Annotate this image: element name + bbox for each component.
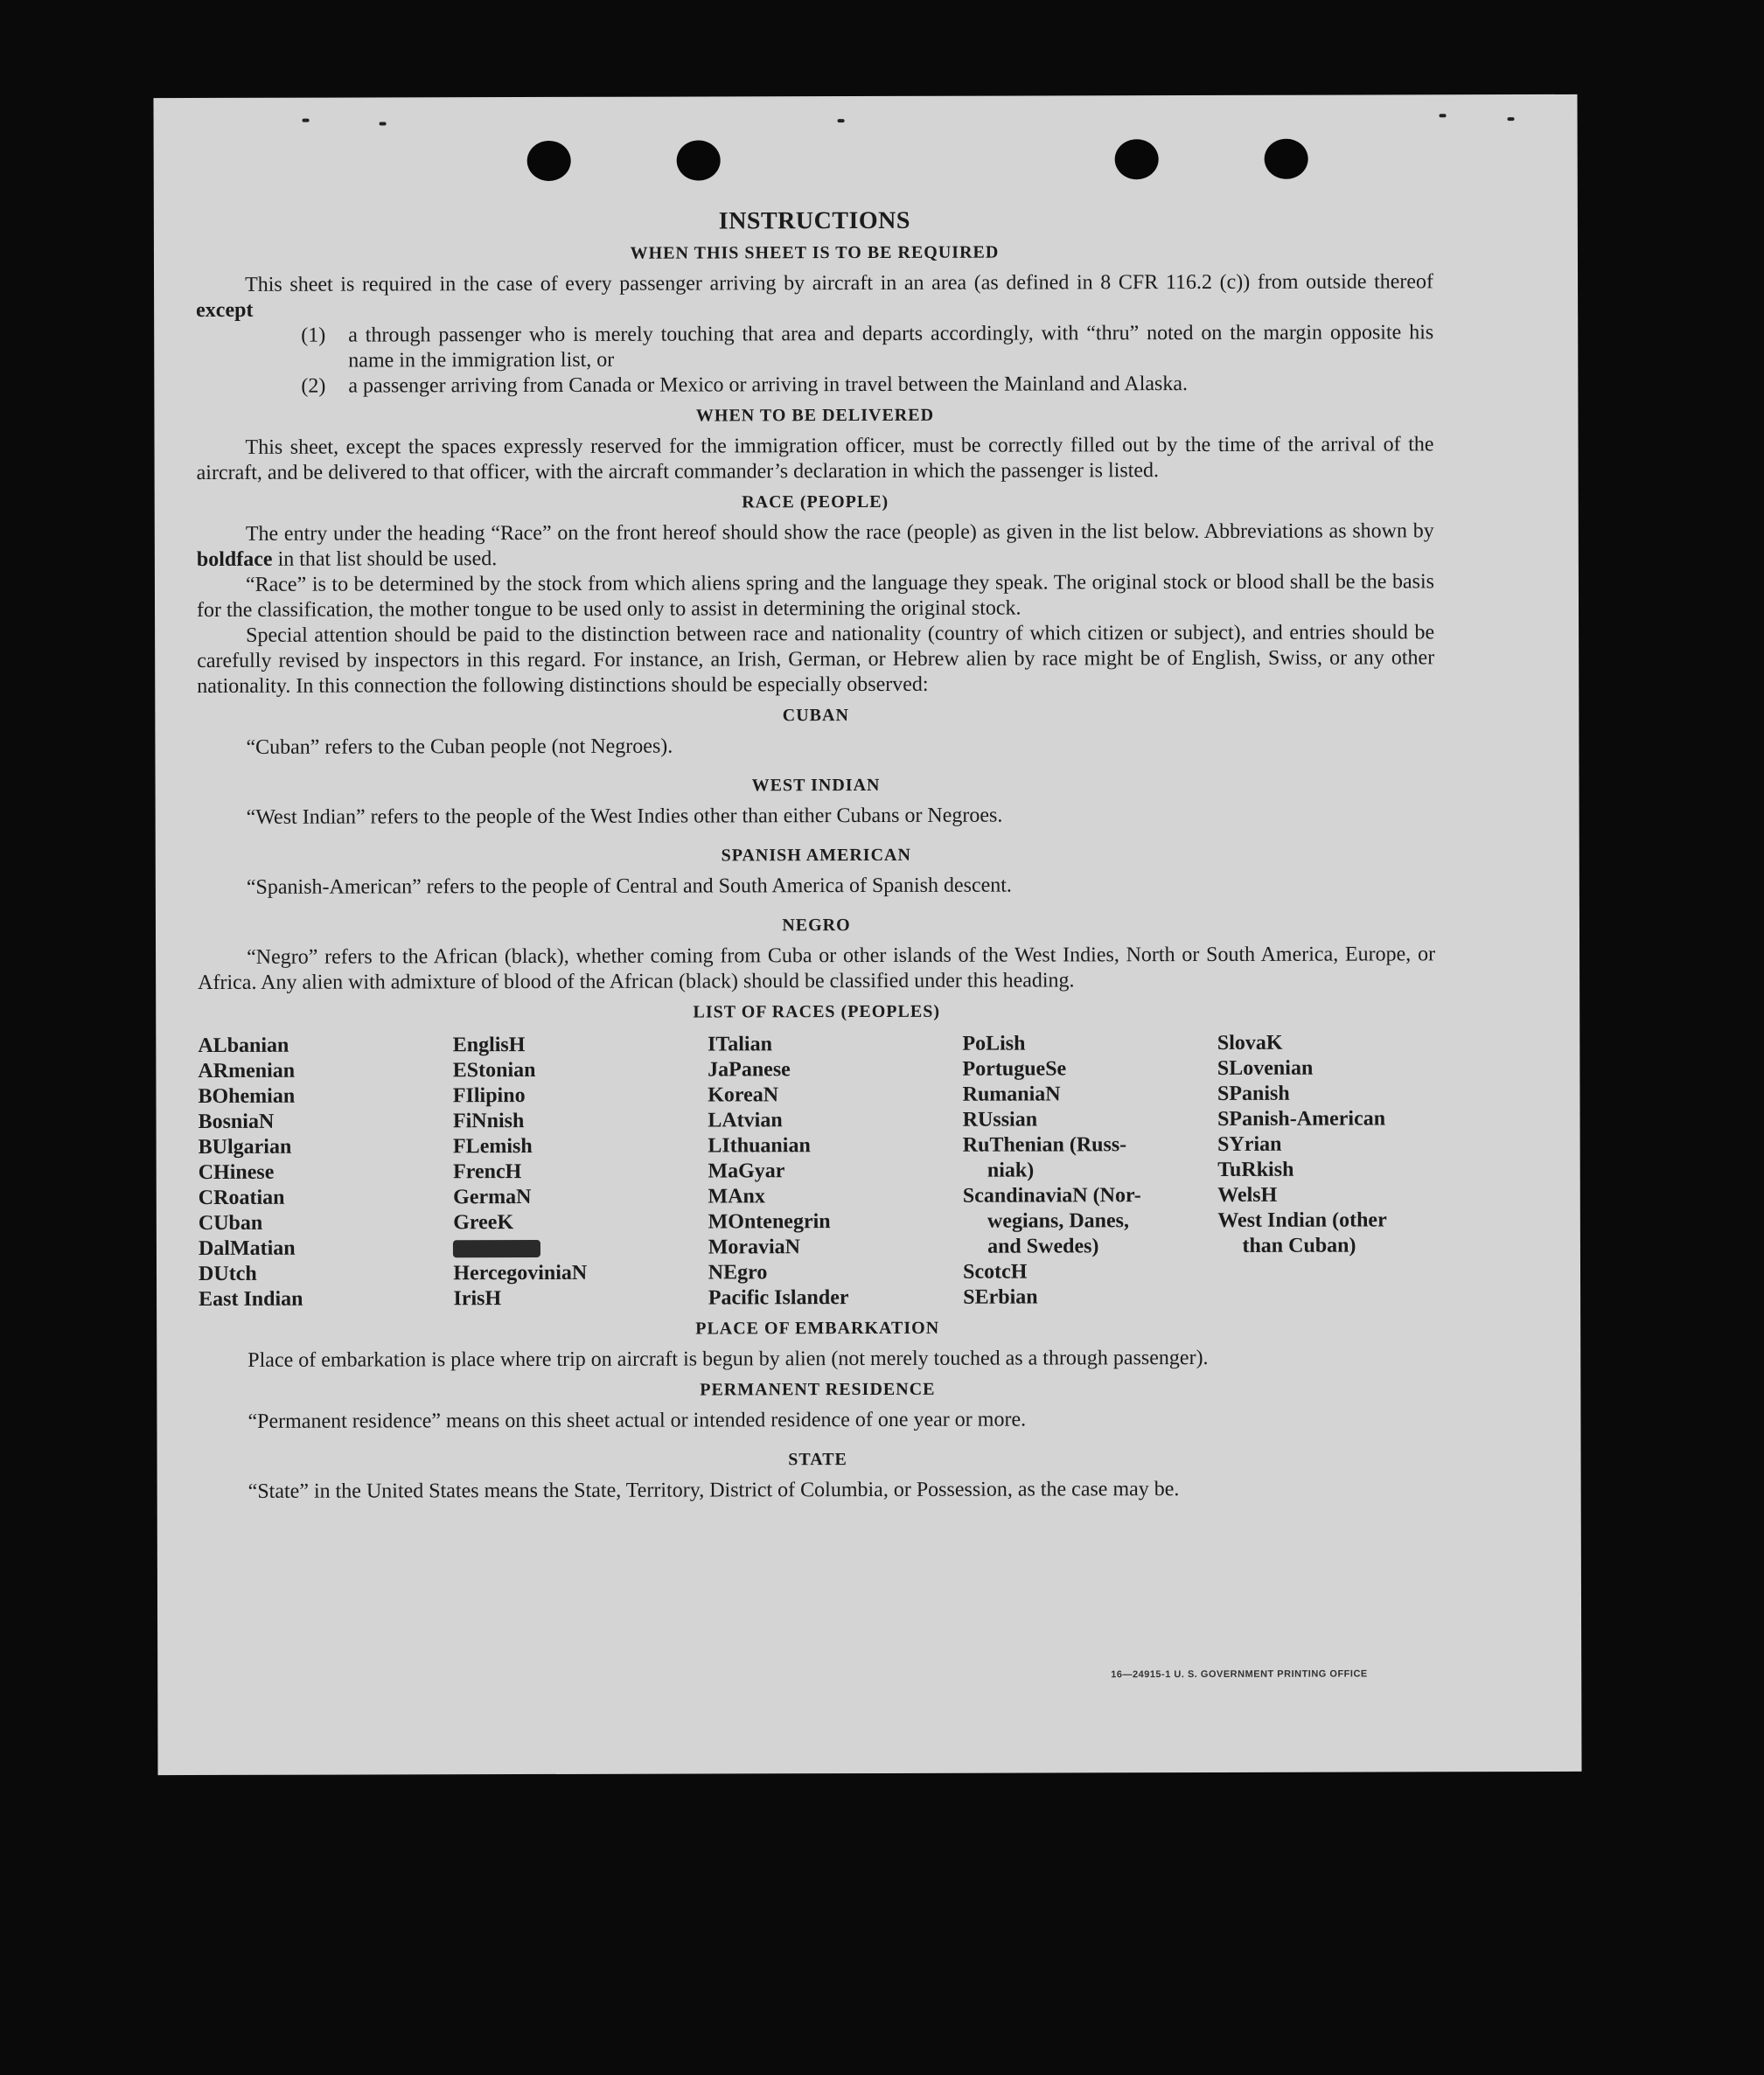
paragraph: Place of embarkation is place where trip on aircraft is begun by alien (not merely touched as a through passenger). xyxy=(248,1346,1209,1372)
race-entry: DUtch xyxy=(198,1262,257,1286)
race-entry: MoraviaN xyxy=(708,1236,801,1259)
item-number: (1) xyxy=(301,324,326,347)
redacted-entry xyxy=(453,1235,708,1261)
race-entry-continued: wegians, Danes, xyxy=(987,1209,1130,1233)
race-column xyxy=(1217,1030,1436,1310)
list-item xyxy=(196,320,1433,374)
section-heading: SPANISH AMERICAN xyxy=(721,845,911,866)
race-entry: FrencH xyxy=(453,1160,522,1184)
section-heading: NEGRO xyxy=(782,916,851,936)
section-heading: WEST INDIAN xyxy=(751,775,881,796)
race-entry: TuRkish xyxy=(1217,1158,1294,1181)
race-entry: PortugueSe xyxy=(962,1057,1067,1081)
section-heading: STATE xyxy=(788,1450,847,1470)
race-entry: CHinese xyxy=(198,1160,275,1185)
list-item xyxy=(196,371,1433,400)
item-number: (2) xyxy=(301,374,326,398)
race-entry: WelsH xyxy=(1217,1183,1278,1207)
race-entry: CRoatian xyxy=(198,1186,285,1210)
punch-hole xyxy=(677,140,721,180)
race-entry: LAtvian xyxy=(708,1109,783,1132)
race-entry: BUlgarian xyxy=(198,1135,292,1159)
race-entry: RUssian xyxy=(962,1108,1038,1132)
paragraph: “State” in the United States means the State, Territory, District of Columbia, or Possession, as the case may be. xyxy=(248,1478,1180,1503)
race-entry: SPanish-American xyxy=(1217,1107,1386,1131)
race-entry: SlovaK xyxy=(1217,1031,1283,1055)
section-heading: WHEN THIS SHEET IS TO BE REQUIRED xyxy=(630,242,1000,263)
race-entry-continued: than Cuban) xyxy=(1242,1234,1356,1257)
instructions-content xyxy=(196,206,1437,1505)
race-entry: MOntenegrin xyxy=(708,1210,831,1234)
race-entry: SLovenian xyxy=(1217,1056,1314,1080)
section-heading: LIST OF RACES (PEOPLES) xyxy=(693,1001,941,1022)
section-heading: CUBAN xyxy=(782,706,849,726)
paragraph: Special attention should be paid to the distinction between race and nationality (country of which citizen or subject), and entries should be carefully revised by inspectors in this regard. For instance, an Irish, German, or Hebrew alien by race might be of English, Swiss, or any other nationality. In this connection the following distinctions should be especially observed: xyxy=(197,621,1435,699)
punch-hole xyxy=(527,141,571,181)
race-entry: DalMatian xyxy=(198,1236,296,1261)
speck xyxy=(1440,114,1447,117)
race-list xyxy=(198,1030,1436,1313)
race-entry: LIthuanian xyxy=(708,1134,811,1158)
punch-hole xyxy=(1265,139,1308,179)
race-entry: JaPanese xyxy=(708,1058,791,1082)
race-column xyxy=(962,1031,1217,1311)
race-entry: IrisH xyxy=(453,1287,502,1311)
race-entry: SErbian xyxy=(963,1285,1038,1309)
printing-office-code: 16—24915-1 U. S. GOVERNMENT PRINTING OFFICE xyxy=(1111,1668,1368,1681)
speck xyxy=(838,119,845,122)
race-entry: BosniaN xyxy=(198,1110,275,1134)
section-heading: PERMANENT RESIDENCE xyxy=(700,1379,936,1400)
speck xyxy=(1508,117,1515,121)
page-title: INSTRUCTIONS xyxy=(718,206,910,235)
punch-hole xyxy=(1115,139,1159,179)
speck xyxy=(303,119,310,122)
race-entry: West Indian (other xyxy=(1217,1208,1387,1232)
race-entry: MAnx xyxy=(708,1185,765,1208)
race-entry: EStonian xyxy=(452,1058,536,1083)
race-entry: RumaniaN xyxy=(962,1083,1061,1106)
race-entry: HercegoviniaN xyxy=(453,1261,588,1285)
race-entry: BOhemian xyxy=(198,1084,296,1109)
race-entry: CUban xyxy=(198,1211,263,1236)
race-entry: SPanish xyxy=(1217,1082,1290,1105)
race-entry: Pacific Islander xyxy=(708,1286,849,1310)
item-text: a through passenger who is merely touching that area and departs accordingly, with “thru” noted on the margin opposite his name in the immigration list, or xyxy=(348,321,1434,373)
race-column xyxy=(453,1032,708,1312)
paragraph: “Spanish-American” refers to the people of Central and South America of Spanish descent. xyxy=(246,874,1012,899)
paragraph: This sheet, except the spaces expressly reserved for the immigration officer, must be correctly filled out by the time of the arrival of the aircraft, and be delivered to that officer, with the aircraft commander’s declaration in which the passenger is listed. xyxy=(196,433,1434,485)
document-sheet xyxy=(153,94,1581,1775)
paragraph: This sheet is required in the case of every passenger arriving by aircraft in an area (as defined in 8 CFR 116.2 (c)) from outside thereof except xyxy=(196,270,1434,323)
race-entry: EnglisH xyxy=(452,1034,526,1057)
race-entry: FiNnish xyxy=(452,1110,525,1133)
race-column xyxy=(198,1033,453,1313)
race-entry: GermaN xyxy=(453,1186,532,1209)
paragraph: “West Indian” refers to the people of the West Indies other than either Cubans or Negroes. xyxy=(246,804,1003,829)
paragraph: “Cuban” refers to the Cuban people (not Negroes). xyxy=(246,735,673,759)
section-heading: WHEN TO BE DELIVERED xyxy=(695,405,935,426)
race-entry-continued: niak) xyxy=(987,1159,1035,1182)
paragraph: “Permanent residence” means on this sheet actual or intended residence of one year or more. xyxy=(248,1408,1027,1433)
race-entry: ITalian xyxy=(708,1033,772,1056)
race-entry: GreeK xyxy=(453,1211,514,1235)
paragraph: “Race” is to be determined by the stock from which aliens spring and the language they speak. The original stock or blood shall be the basis for the classification, the mother tongue to be used only to assist in determining the original stock. xyxy=(196,570,1434,623)
race-entry: PoLish xyxy=(962,1032,1026,1055)
race-entry: FIlipino xyxy=(452,1084,526,1108)
section-heading: RACE (PEOPLE) xyxy=(742,491,889,512)
paragraph: “Negro” refers to the African (black), whether coming from Cuba or other islands of the West Indies, North or South America, Europe, or Africa. Any alien with admixture of blood of the African (black) should be classified under this heading. xyxy=(198,943,1436,995)
speck xyxy=(380,122,387,125)
race-entry: SYrian xyxy=(1217,1132,1282,1156)
race-entry: ARmenian xyxy=(198,1059,296,1083)
race-column xyxy=(708,1032,963,1312)
race-entry: East Indian xyxy=(199,1287,303,1312)
race-entry: ALbanian xyxy=(198,1034,289,1058)
section-heading: PLACE OF EMBARKATION xyxy=(695,1318,940,1339)
race-entry: NEgro xyxy=(708,1261,768,1285)
race-entry: ScandinaviaN (Nor- xyxy=(962,1184,1141,1208)
race-entry: ScotcH xyxy=(963,1260,1028,1284)
race-entry-continued: and Swedes) xyxy=(987,1235,1099,1258)
race-entry: RuThenian (Russ- xyxy=(962,1133,1127,1157)
race-entry: MaGyar xyxy=(708,1159,785,1183)
race-entry: KoreaN xyxy=(708,1083,779,1107)
item-text: a passenger arriving from Canada or Mexico or arriving in travel between the Mainland and Alaska. xyxy=(348,373,1189,398)
paragraph: The entry under the heading “Race” on the front hereof should show the race (people) as given in the list below. Abbreviations as shown by boldface in that list should be used. xyxy=(196,519,1434,572)
race-entry: FLemish xyxy=(452,1135,533,1159)
